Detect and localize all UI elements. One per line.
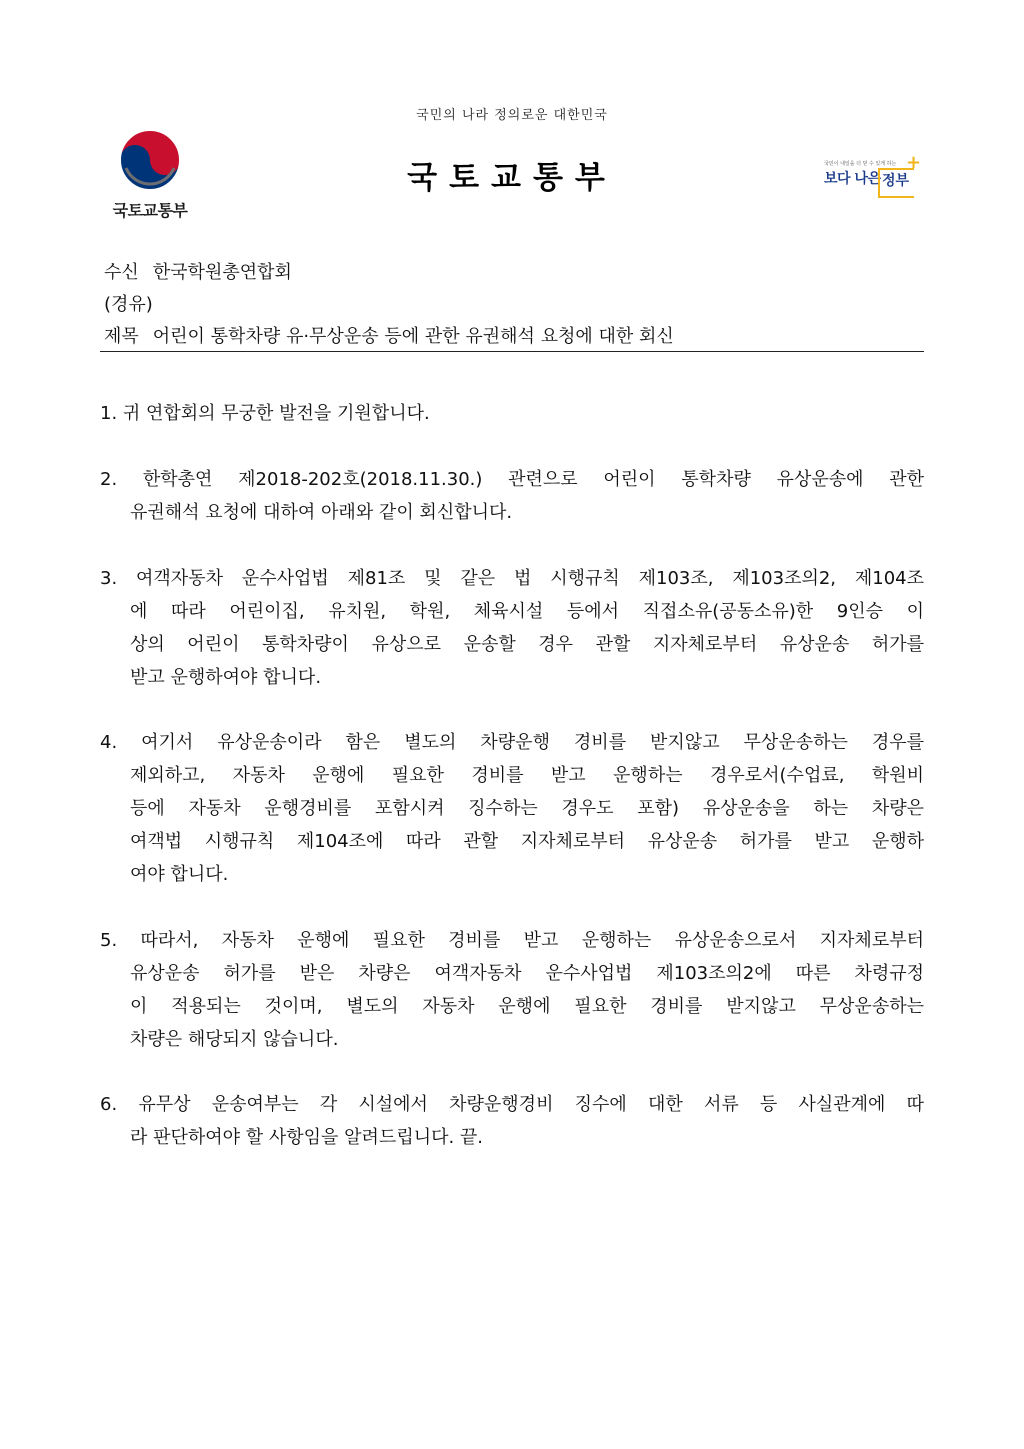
subject-label: 제목 xyxy=(104,326,139,347)
better-government-logo xyxy=(820,152,924,200)
header-divider xyxy=(100,351,924,352)
recipient-value: 한국학원총연합회 xyxy=(152,262,292,283)
paragraph-line: 라 판단하여야 할 사항임을 알려드립니다. 끝. xyxy=(130,1127,484,1148)
paragraph-line: 에 따라 어린이집, 유치원, 학원, 체육시설 등에서 직접소유(공동소유)한 9인승 이 xyxy=(130,601,924,622)
via-row xyxy=(104,290,924,316)
paragraph-line: 제외하고, 자동차 운행에 필요한 경비를 받고 운행하는 경우로서(수업료, 학원비 xyxy=(130,765,924,786)
paragraph-line: 상의 어린이 통학차량이 유상으로 운송할 경우 관할 지자체로부터 유상운송 허가를 xyxy=(130,634,924,655)
subject-value: 어린이 통학차량 유·무상운송 등에 관한 유권해석 요청에 대한 회신 xyxy=(152,326,674,347)
recipient-label: 수신 xyxy=(104,262,139,283)
slogan: 국민의 나라 정의로운 대한민국 xyxy=(416,108,608,123)
paragraph-line: 3. 여객자동차 운수사업법 제81조 및 같은 법 시행규칙 제103조, 제103조의2, 제104조 xyxy=(100,568,924,589)
paragraph-3 xyxy=(100,562,924,694)
ministry-logo-text: 국토교통부 xyxy=(112,201,188,220)
paragraph-line: 1. 귀 연합회의 무궁한 발전을 기원합니다. xyxy=(100,403,430,424)
paragraph-2 xyxy=(100,463,924,529)
paragraph-line: 유권해석 요청에 대하여 아래와 같이 회신합니다. xyxy=(130,502,513,523)
logo-wordmark-a: 보다 나은 xyxy=(824,171,881,187)
paragraph-line: 여객법 시행규칙 제104조에 따라 관할 지자체로부터 유상운송 허가를 받고 운행하 xyxy=(130,831,924,852)
logo-wordmark-b: 정부 xyxy=(882,173,910,189)
via-value: (경유) xyxy=(104,294,153,315)
paragraph-line: 5. 따라서, 자동차 운행에 필요한 경비를 받고 운행하는 유상운송으로서 지자체로부터 xyxy=(100,930,924,951)
paragraph-line: 4. 여기서 유상운송이라 함은 별도의 차량운행 경비를 받지않고 무상운송하는 경우를 xyxy=(100,732,924,753)
paragraph-line: 등에 자동차 운행경비를 포함시켜 징수하는 경우도 포함) 유상운송을 하는 차량은 xyxy=(130,798,924,819)
paragraph-line: 2. 한학총연 제2018-202호(2018.11.30.) 관련으로 어린이 통학차량 유상운송에 관한 xyxy=(100,469,924,490)
paragraph-line: 6. 유무상 운송여부는 각 시설에서 차량운행경비 징수에 대한 서류 등 사실관계에 따 xyxy=(100,1094,924,1115)
subject-row xyxy=(104,322,924,348)
paragraph-6 xyxy=(100,1088,924,1154)
paragraph-line: 여야 합니다. xyxy=(130,864,229,885)
plus-icon: + xyxy=(906,152,922,173)
paragraph-line: 유상운송 허가를 받은 차량은 여객자동차 운수사업법 제103조의2에 따른 차령규정 xyxy=(130,963,924,984)
paragraph-4 xyxy=(100,726,924,891)
ministry-title: 국토교통부 xyxy=(407,160,617,196)
paragraph-line: 차량은 해당되지 않습니다. xyxy=(130,1029,339,1050)
paragraph-1 xyxy=(100,397,924,430)
paragraph-line: 이 적용되는 것이며, 별도의 자동차 운행에 필요한 경비를 받지않고 무상운송하는 xyxy=(130,996,924,1017)
logo-tagline: 국민이 내일을 더 믿 수 있게 하는 xyxy=(824,161,897,167)
paragraph-5 xyxy=(100,924,924,1056)
recipient-row xyxy=(104,258,924,284)
paragraph-line: 받고 운행하여야 합니다. xyxy=(130,667,322,688)
